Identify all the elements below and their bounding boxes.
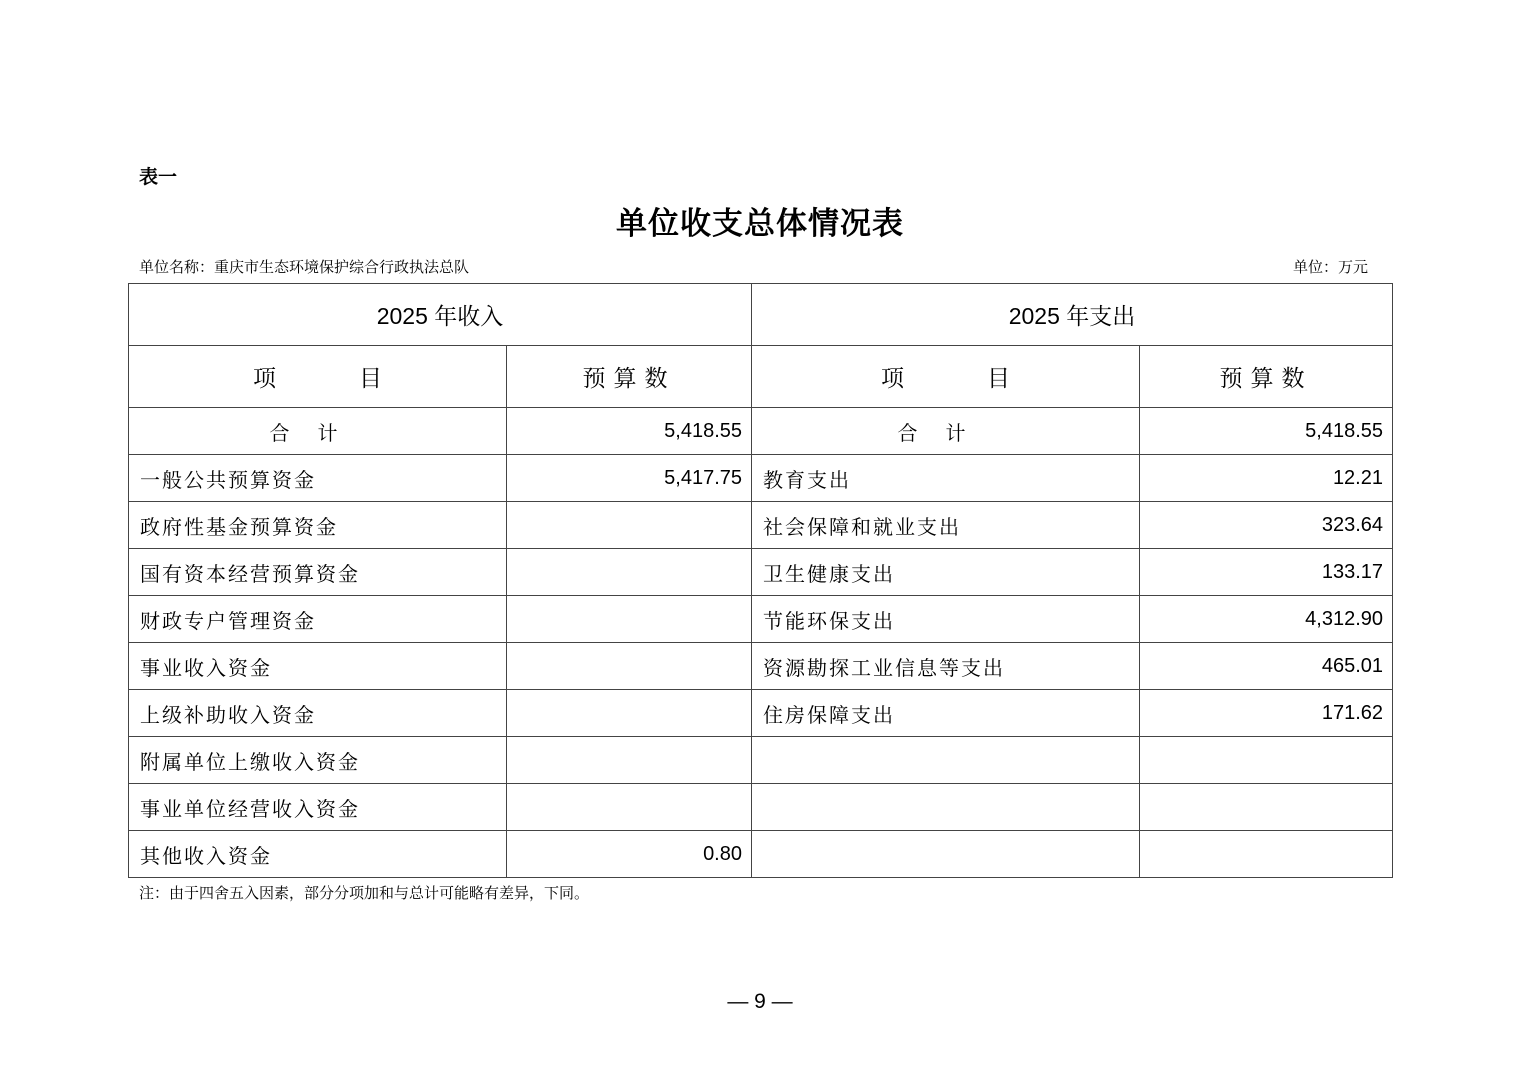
table-row — [129, 737, 1393, 784]
income-item: 上级补助收入资金 — [129, 690, 507, 737]
total-row — [129, 408, 1393, 455]
expense-value — [1140, 784, 1393, 831]
expense-value: 12.21 — [1140, 455, 1393, 502]
footnote: 注：由于四舍五入因素，部分分项加和与总计可能略有差异，下同。 — [139, 884, 590, 902]
expense-col-item: 项 目 — [752, 346, 1140, 408]
expense-section-title: 2025 年支出 — [752, 284, 1393, 346]
table-label: 表一 — [139, 166, 178, 188]
expense-item: 节能环保支出 — [752, 596, 1140, 643]
table-row — [129, 596, 1393, 643]
expense-value: 4,312.90 — [1140, 596, 1393, 643]
budget-table — [128, 283, 1393, 878]
page-number: — 9 — — [727, 990, 793, 1013]
income-item: 国有资本经营预算资金 — [129, 549, 507, 596]
income-total-value: 5,418.55 — [507, 408, 752, 455]
unit-label: 单位：万元 — [1293, 258, 1369, 276]
expense-value — [1140, 737, 1393, 784]
table-row — [129, 831, 1393, 878]
expense-total-label: 合计 — [752, 408, 1140, 455]
income-value — [507, 549, 752, 596]
section-header-row — [129, 284, 1393, 346]
income-value — [507, 502, 752, 549]
income-value — [507, 784, 752, 831]
income-item: 其他收入资金 — [129, 831, 507, 878]
income-value: 0.80 — [507, 831, 752, 878]
expense-item: 资源勘探工业信息等支出 — [752, 643, 1140, 690]
expense-value: 465.01 — [1140, 643, 1393, 690]
table-row — [129, 690, 1393, 737]
income-col-item: 项 目 — [129, 346, 507, 408]
income-item: 事业单位经营收入资金 — [129, 784, 507, 831]
income-item: 政府性基金预算资金 — [129, 502, 507, 549]
expense-item — [752, 737, 1140, 784]
unit-name: 单位名称：重庆市生态环境保护综合行政执法总队 — [139, 258, 470, 276]
expense-item: 住房保障支出 — [752, 690, 1140, 737]
income-value — [507, 690, 752, 737]
table-row — [129, 502, 1393, 549]
expense-item — [752, 784, 1140, 831]
income-value — [507, 643, 752, 690]
income-item: 事业收入资金 — [129, 643, 507, 690]
expense-item: 卫生健康支出 — [752, 549, 1140, 596]
expense-total-value: 5,418.55 — [1140, 408, 1393, 455]
column-header-row — [129, 346, 1393, 408]
table-row — [129, 784, 1393, 831]
expense-item: 社会保障和就业支出 — [752, 502, 1140, 549]
income-total-label: 合计 — [129, 408, 507, 455]
expense-value — [1140, 831, 1393, 878]
income-col-amount: 预算数 — [507, 346, 752, 408]
page-title: 单位收支总体情况表 — [616, 206, 904, 242]
income-value — [507, 737, 752, 784]
expense-item — [752, 831, 1140, 878]
income-value — [507, 596, 752, 643]
income-value: 5,417.75 — [507, 455, 752, 502]
expense-value: 133.17 — [1140, 549, 1393, 596]
expense-value: 171.62 — [1140, 690, 1393, 737]
table-row — [129, 455, 1393, 502]
expense-item: 教育支出 — [752, 455, 1140, 502]
expense-value: 323.64 — [1140, 502, 1393, 549]
income-section-title: 2025 年收入 — [129, 284, 752, 346]
income-item: 财政专户管理资金 — [129, 596, 507, 643]
income-item: 一般公共预算资金 — [129, 455, 507, 502]
table-row — [129, 643, 1393, 690]
expense-col-amount: 预算数 — [1140, 346, 1393, 408]
table-row — [129, 549, 1393, 596]
income-item: 附属单位上缴收入资金 — [129, 737, 507, 784]
